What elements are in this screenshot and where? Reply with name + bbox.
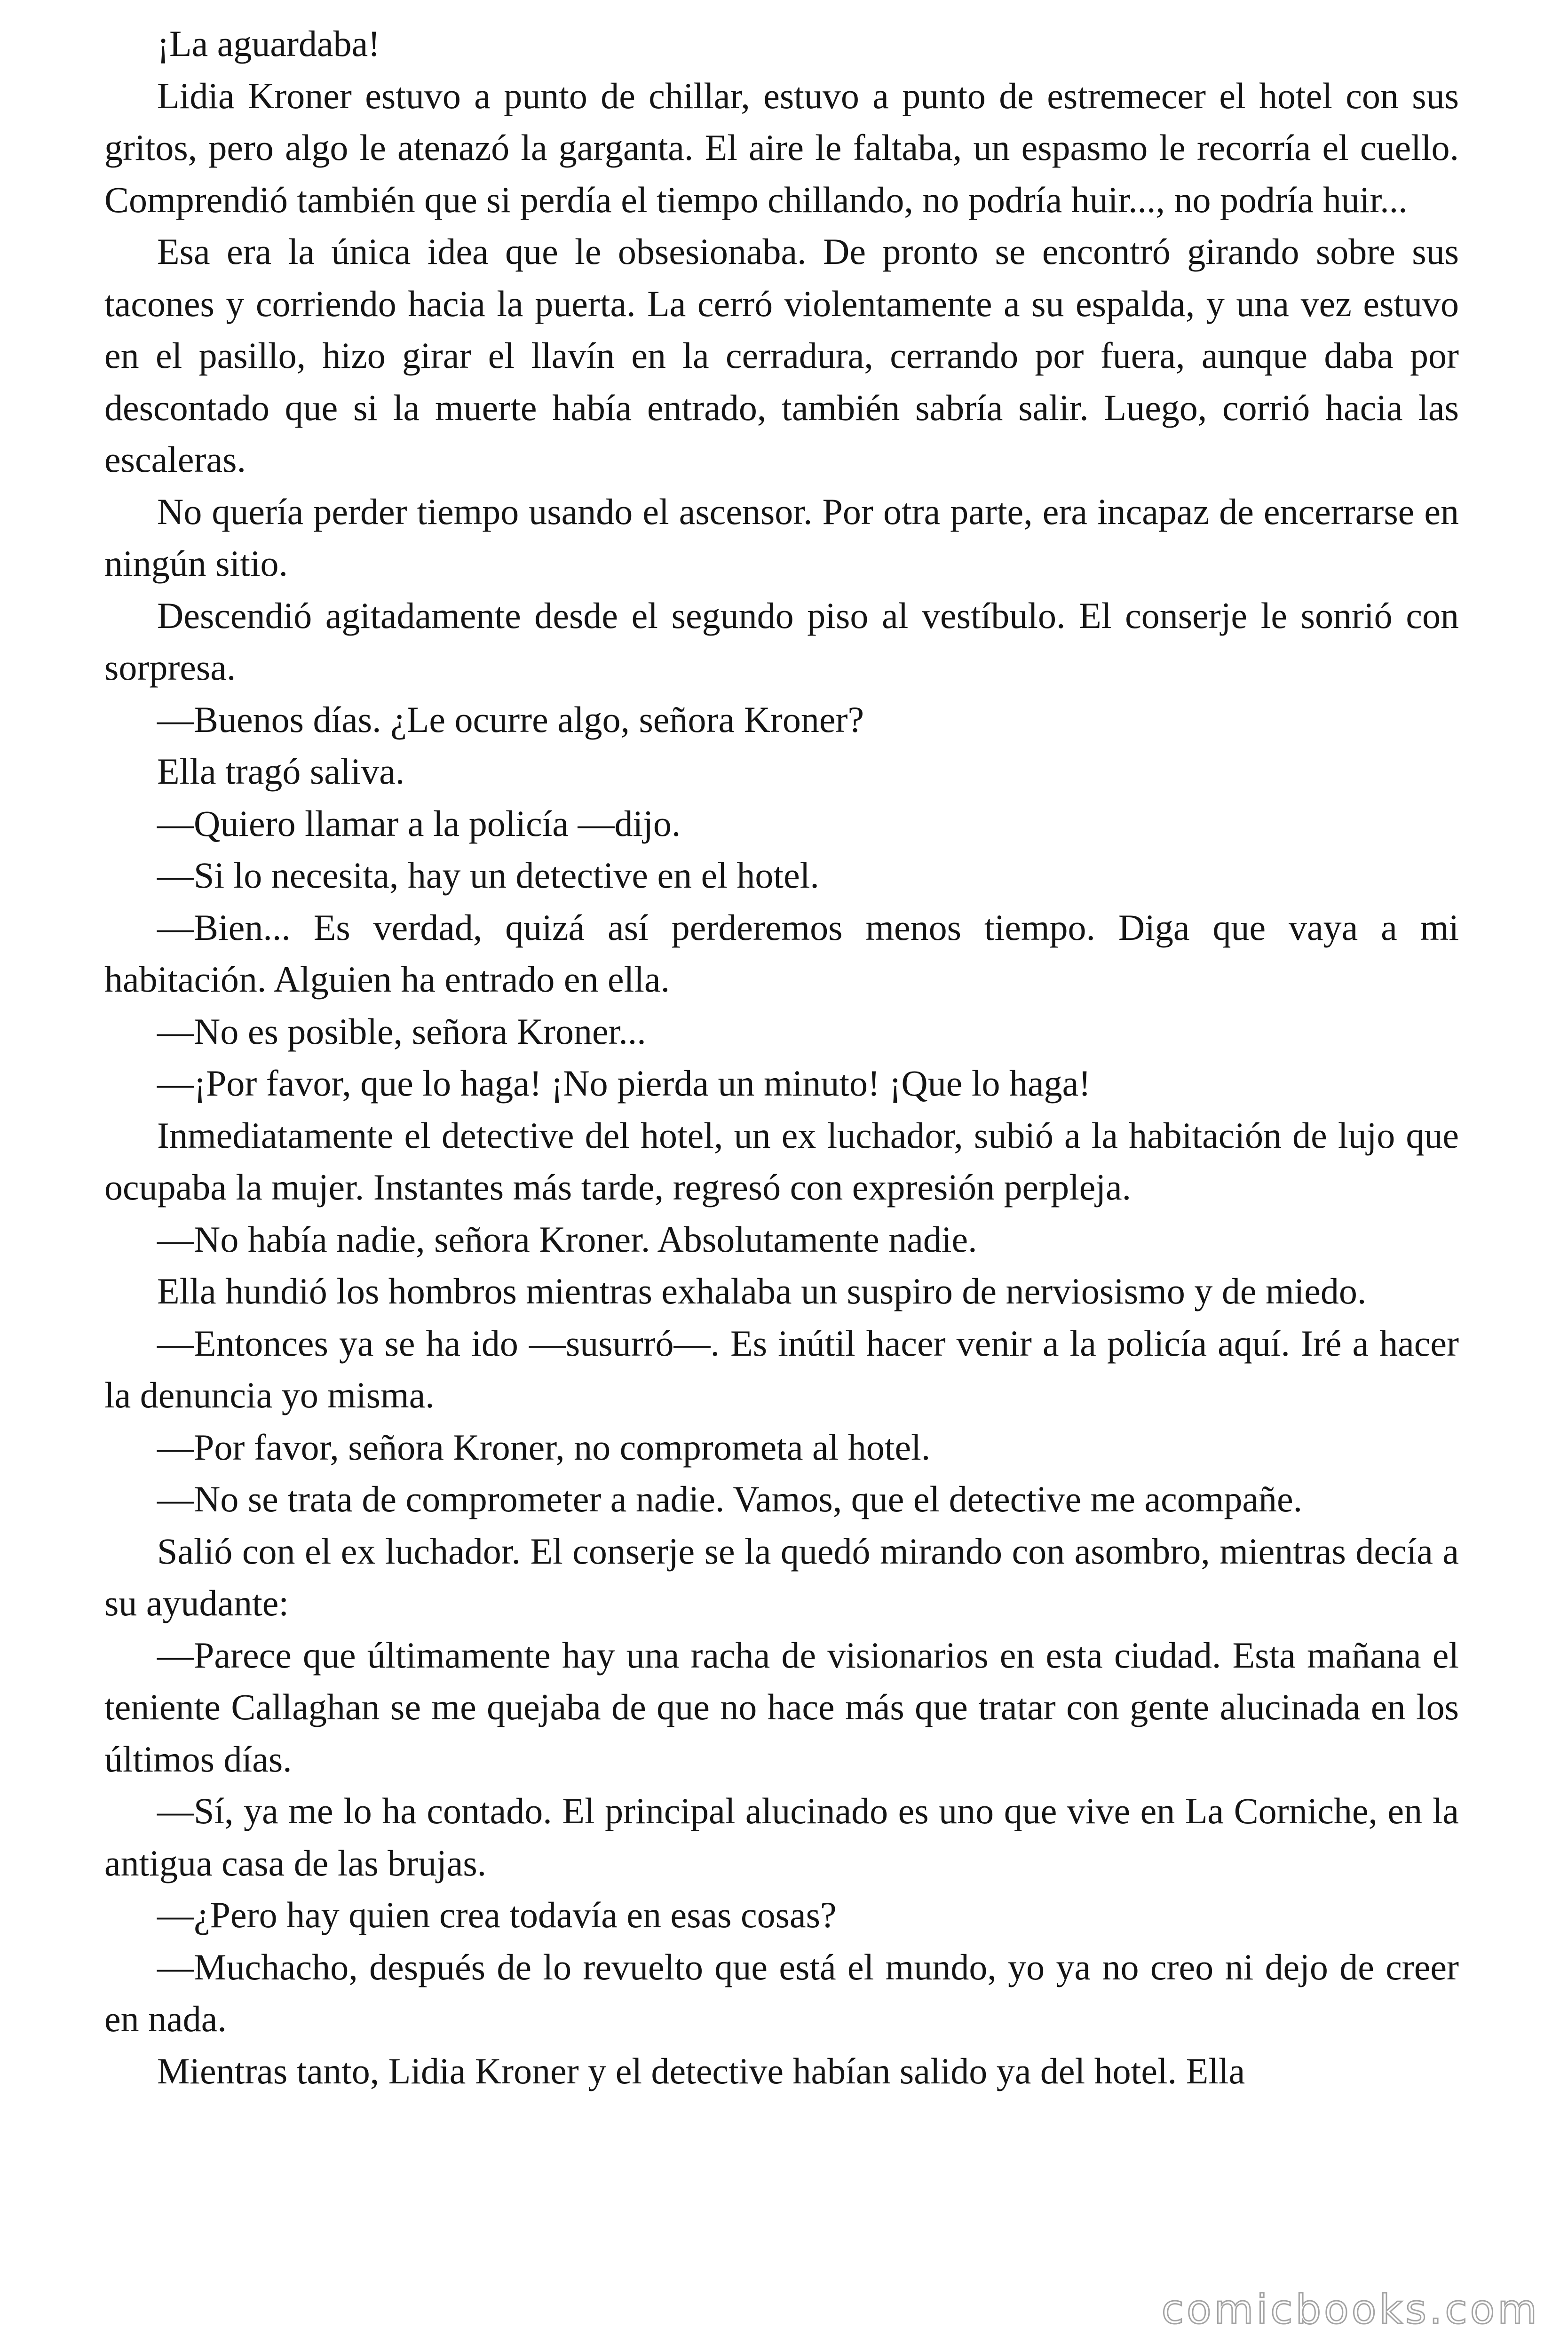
paragraph: —Bien... Es verdad, quizá así perderemos menos tiempo. Diga que vaya a mi habitación. Alguien ha entrado en ella. <box>104 906 1459 1000</box>
paragraph: —¿Pero hay quien crea todavía en esas cosas? <box>157 1894 837 1935</box>
paragraph: —Por favor, señora Kroner, no comprometa al hotel. <box>157 1426 931 1468</box>
paragraph: Lidia Kroner estuvo a punto de chillar, estuvo a punto de estremecer el hotel con sus gritos, pero algo le atenazó la garganta. El aire le faltaba, un espasmo le recorría el cuello. Comprendió también que si perdía el tiempo chillando, no podría huir..., no podría huir... <box>104 75 1459 220</box>
paragraph: Ella hundió los hombros mientras exhalaba un suspiro de nerviosismo y de miedo. <box>157 1271 1367 1311</box>
paragraph: Mientras tanto, Lidia Kroner y el detective habían salido ya del hotel. Ella <box>157 2050 1245 2091</box>
paragraph: Ella tragó saliva. <box>157 751 405 792</box>
paragraph: —No es posible, señora Kroner... <box>157 1010 646 1052</box>
paragraph: —Si lo necesita, hay un detective en el hotel. <box>157 855 819 896</box>
paragraph: —Entonces ya se ha ido —susurró—. Es inútil hacer venir a la policía aquí. Iré a hacer la denuncia yo misma. <box>104 1322 1459 1415</box>
body-text <box>104 18 1459 2097</box>
paragraph: ¡La aguardaba! <box>157 23 380 64</box>
paragraph: —Parece que últimamente hay una racha de visionarios en esta ciudad. Esta mañana el teniente Callaghan se me quejaba de que no hace más que tratar con gente alucinada en los últimos días. <box>104 1634 1459 1780</box>
paragraph: —No se trata de comprometer a nadie. Vamos, que el detective me acompañe. <box>157 1478 1303 1519</box>
watermark: comicbooks.com <box>1161 2286 1540 2333</box>
paragraph: —No había nadie, señora Kroner. Absolutamente nadie. <box>157 1218 977 1260</box>
paragraph: No quería perder tiempo usando el ascensor. Por otra parte, era incapaz de encerrarse en ningún sitio. <box>104 491 1459 584</box>
paragraph: —¡Por favor, que lo haga! ¡No pierda un minuto! ¡Que lo haga! <box>157 1063 1091 1104</box>
paragraph: Salió con el ex luchador. El conserje se la quedó mirando con asombro, mientras decía a su ayudante: <box>104 1530 1459 1623</box>
paragraph: —Muchacho, después de lo revuelto que está el mundo, yo ya no creo ni dejo de creer en nada. <box>104 1946 1459 2039</box>
paragraph: Descendió agitadamente desde el segundo piso al vestíbulo. El conserje le sonrió con sorpresa. <box>104 595 1459 688</box>
paragraph: Esa era la única idea que le obsesionaba. De pronto se encontró girando sobre sus tacones y corriendo hacia la puerta. La cerró violentamente a su espalda, y una vez estuvo en el pasillo, hizo girar el llavín en la cerradura, cerrando por fuera, aunque daba por descontado que si la muerte había entrado, también sabría salir. Luego, corrió hacia las escaleras. <box>104 231 1459 480</box>
paragraph: —Quiero llamar a la policía —dijo. <box>157 803 681 844</box>
paragraph: —Buenos días. ¿Le ocurre algo, señora Kroner? <box>157 699 864 740</box>
paragraph: Inmediatamente el detective del hotel, un ex luchador, subió a la habitación de lujo que ocupaba la mujer. Instantes más tarde, regresó con expresión perpleja. <box>104 1114 1459 1208</box>
paragraph: —Sí, ya me lo ha contado. El principal alucinado es uno que vive en La Corniche, en la antigua casa de las brujas. <box>104 1790 1459 1883</box>
